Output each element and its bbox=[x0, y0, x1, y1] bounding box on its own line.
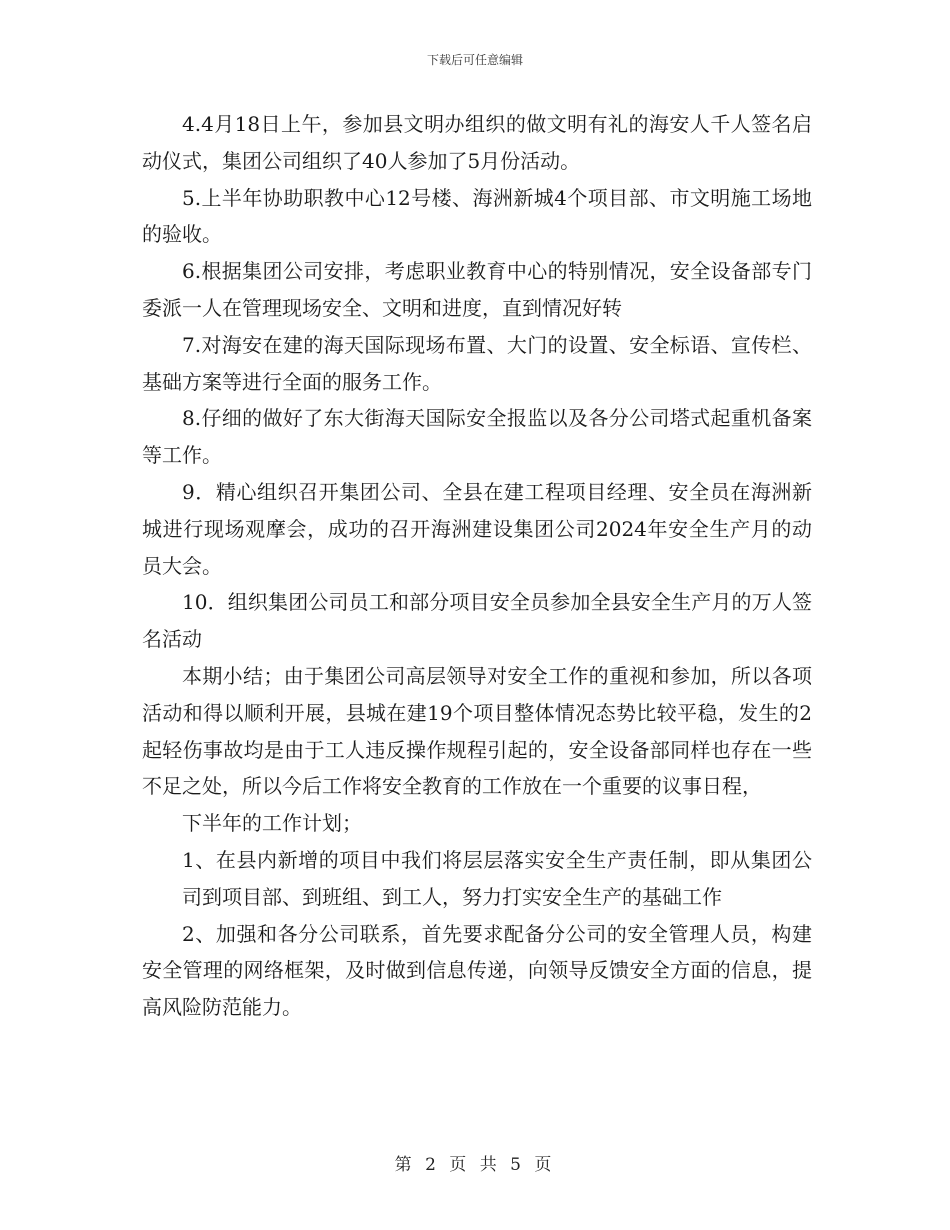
paragraph-item-10: 10．组织集团公司员工和部分项目安全员参加全县安全生产月的万人签名活动 bbox=[142, 590, 812, 652]
paragraph-item-4: 4.4月18日上午，参加县文明办组织的做文明有礼的海安人千人签名启动仪式，集团公司组织了40人参加了5月份活动。 bbox=[142, 112, 812, 173]
document-body bbox=[142, 106, 812, 1026]
paragraph-item-5: 5.上半年协助职教中心12号楼、海洲新城4个项目部、市文明施工场地的验收。 bbox=[142, 185, 812, 247]
paragraph-plan-item-1: 1、在县内新增的项目中我们将层层落实安全生产责任制，即从集团公司到项目部、到班组、到工人，努力打实安全生产的基础工作 bbox=[182, 847, 812, 909]
paragraph-item-8: 8.仔细的做好了东大街海天国际安全报监以及各分公司塔式起重机备案等工作。 bbox=[142, 406, 812, 468]
paragraph-item-7: 7.对海安在建的海天国际现场布置、大门的设置、安全标语、宣传栏、基础方案等进行全面的服务工作。 bbox=[142, 332, 812, 394]
page-header: 下载后可任意编辑 bbox=[426, 53, 523, 67]
page-footer: 第 2 页 共 5 页 bbox=[394, 1155, 556, 1175]
paragraph-item-6: 6.根据集团公司安排，考虑职业教育中心的特别情况，安全设备部专门委派一人在管理现场安全、文明和进度，直到情况好转 bbox=[142, 259, 812, 320]
paragraph-plan-heading: 下半年的工作计划； bbox=[182, 811, 362, 836]
paragraph-summary: 本期小结；由于集团公司高层领导对安全工作的重视和参加，所以各项活动和得以顺利开展，县城在建19个项目整体情况态势比较平稳，发生的2起轻伤事故均是由于工人违反操作规程引起的，安全设备部同样也存在一些不足之处，所以今后工作将安全教育的工作放在一个重要的议事日程， bbox=[142, 663, 812, 799]
paragraph-item-9: 9．精心组织召开集团公司、全县在建工程项目经理、安全员在海洲新城进行现场观摩会，成功的召开海洲建设集团公司2024年安全生产月的动员大会。 bbox=[142, 479, 812, 578]
paragraph-plan-item-2: 2、加强和各分公司联系，首先要求配备分公司的安全管理人员，构建安全管理的网络框架，及时做到信息传递，向领导反馈安全方面的信息，提高风险防范能力。 bbox=[142, 921, 812, 1020]
